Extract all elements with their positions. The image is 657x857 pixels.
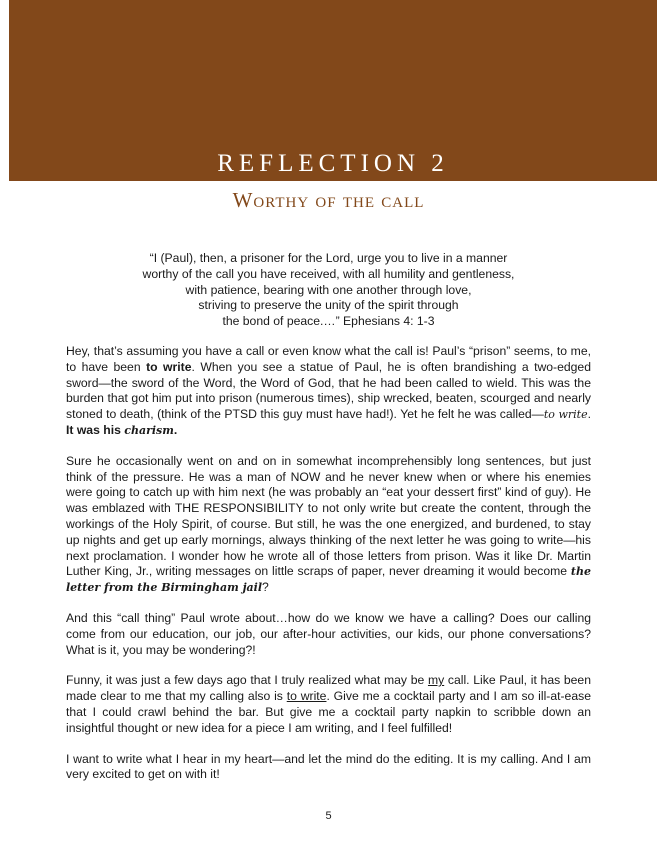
page-number: 5 [325, 810, 332, 822]
quote-line: striving to preserve the unity of the spirit through [198, 298, 459, 313]
bold-italic-text: the letter from the Birmingham jail [66, 565, 591, 595]
text-run: Funny, it was just a few days ago that I truly realized what may be [66, 673, 428, 688]
reflection-title: REFLECTION 2 [217, 150, 449, 177]
paragraph [66, 454, 591, 596]
text-run: . [587, 407, 591, 422]
quote-line: worthy of the call you have received, with all humility and gentleness, [142, 266, 515, 281]
header-banner [9, 0, 657, 181]
quote-line: “I (Paul), then, a prisoner for the Lord, urge you to live in a manner [149, 251, 508, 265]
text-run: . Give me a cocktail party and I am so ill-at-ease that I could crawl behind the bar. But give me a cocktail party napkin to scribble down an insightful thought or new idea for a piece I am writing, and I feel fulfilled! [66, 689, 591, 735]
text-run: . When you see a statue of Paul, he is often brandishing a two-edged sword—the sword of the Word, the Word of God, that he had been called to wield. This was the burden that got him put into prison (numerous times), ship wrecked, beaten, scourged and nearly stoned to death, (think of the PTSD this guy must have had!). Yet he felt he was called— [66, 359, 591, 422]
quote-line: with patience, bearing with one another through love, [185, 282, 472, 297]
bold-text: It was his [66, 422, 125, 437]
quote-line: the bond of peace.…” Ephesians 4: 1-3 [222, 314, 435, 329]
text-run: Hey, that’s assuming you have a call or even know what the call is! Paul’s “prison” seems, to me, to have been [66, 344, 591, 374]
bold-italic-text: charism [124, 423, 174, 437]
chapter-subtitle: Worthy of the call [232, 188, 425, 212]
scripture-quote [100, 251, 557, 330]
text-run: Sure he occasionally went on and on in somewhat incomprehensibly long sentences, but just think of the pressure. He was a man of NOW and he never knew when or where his enemies were going to catch up with him next (he was probably an “eat your dessert first” kind of guy). He was emblazed with THE RESPONSIBILITY to not only write but create the content, through the workings of the Holy Spirit, of course. But still, he was the one energized, and burdened, to stay up nights and get up early mornings, always thinking of the next letter he was going to write—his next proclamation. I wonder how he wrote all of those letters from prison. Was it like Dr. Martin Luther King, Jr., writing messages on little scraps of paper, never dreaming it would become [66, 453, 591, 579]
text-run: call. Like Paul, it has been made clear to me that my calling also is [66, 673, 591, 704]
underlined-text: my [427, 673, 445, 688]
text-run: ? [262, 580, 269, 595]
paragraph: I want to write what I hear in my heart—and let the mind do the editing. It is my calling. And I am very excited to get on with it! [66, 751, 591, 782]
underlined-text: to write [286, 689, 327, 704]
body-text [66, 344, 591, 798]
bold-text: . [173, 422, 178, 437]
paragraph [66, 673, 591, 736]
italic-text: to write [543, 408, 588, 422]
paragraph: And this “call thing” Paul wrote about…how do we know we have a calling? Does our calling come from our education, our job, our after-hour activities, our kids, our phone conversations? What is it, you may be wondering?! [66, 610, 591, 657]
bold-text: to write [146, 359, 192, 374]
paragraph [66, 344, 591, 439]
